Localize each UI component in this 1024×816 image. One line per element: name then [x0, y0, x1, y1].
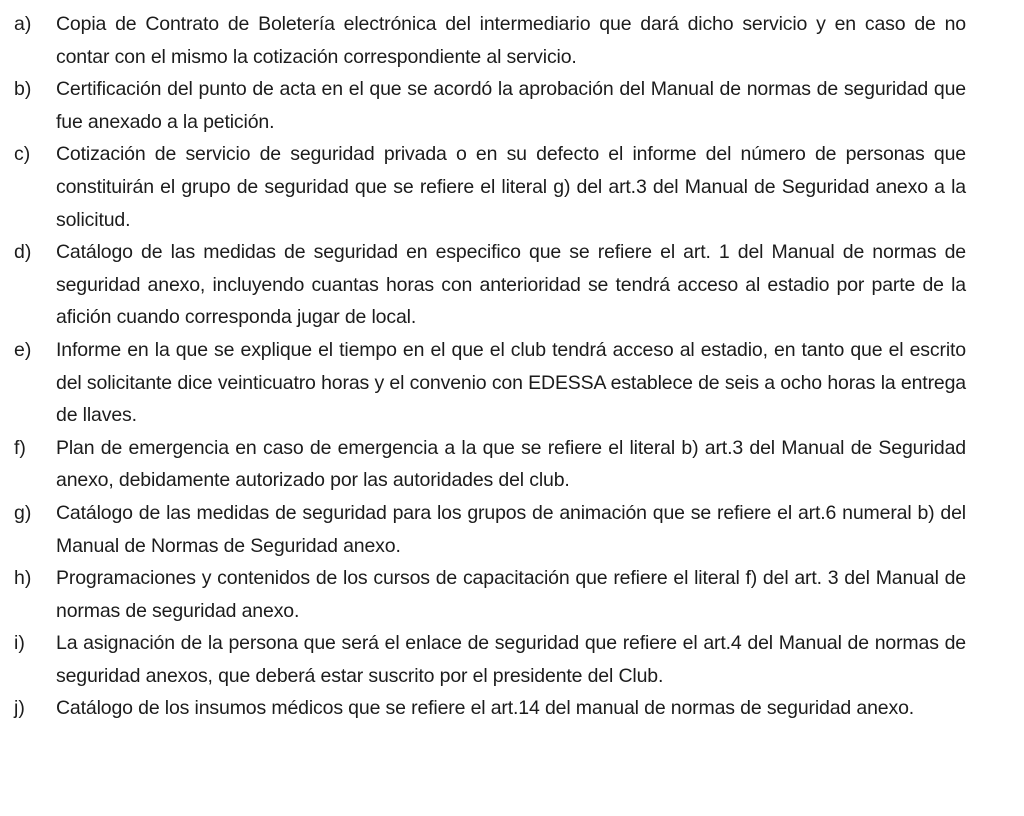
- list-item-text: Informe en la que se explique el tiempo en el que el club tendrá acceso al estadio, en tanto que el escrito del solicitante dice veinticuatro horas y el convenio con EDESSA establece de seis a ocho horas la entrega de llaves.: [56, 338, 966, 427]
- list-item-text: Programaciones y contenidos de los cursos de capacitación que refiere el literal f) del art. 3 del Manual de normas de seguridad anexo.: [56, 567, 966, 622]
- list-item-d: [14, 236, 966, 334]
- list-item-text: Catálogo de las medidas de seguridad para los grupos de animación que se refiere el art.6 numeral b) del Manual de Normas de Seguridad anexo.: [56, 501, 966, 557]
- list-marker: h): [14, 567, 32, 590]
- list-item-text: La asignación de la persona que será el enlace de seguridad que refiere el art.4 del Manual de normas de seguridad anexos, que deberá estar suscrito por el presidente del Club.: [56, 632, 966, 687]
- list-item-text: Catálogo de las medidas de seguridad en especifico que se refiere el art. 1 del Manual de normas de seguridad anexo, incluyendo cuantas horas con anterioridad se tendrá acceso al estadio por parte de la afición cuando corresponda jugar de local.: [56, 241, 966, 329]
- list-marker: b): [14, 78, 32, 101]
- list-item-a: [14, 8, 966, 73]
- list-item-text: Certificación del punto de acta en el que se acordó la aprobación del Manual de normas de seguridad que fue anexado a la petición.: [56, 78, 966, 133]
- list-marker: f): [14, 436, 26, 459]
- list-marker: a): [14, 13, 32, 35]
- list-item-text: Catálogo de los insumos médicos que se refiere el art.14 del manual de normas de seguridad anexo.: [56, 697, 915, 720]
- list-item-i: [14, 627, 966, 692]
- list-marker: c): [14, 143, 31, 166]
- requirements-list: [14, 8, 966, 725]
- list-item-text: Cotización de servicio de seguridad privada o en su defecto el informe del número de personas que constituirán el grupo de seguridad que se refiere el literal g) del art.3 del Manual de Seguridad anexo a la solicitud.: [56, 143, 966, 231]
- list-marker: j): [14, 697, 25, 720]
- list-item-c: [14, 138, 966, 236]
- list-marker: g): [14, 501, 32, 524]
- list-item-text: Plan de emergencia en caso de emergencia a la que se refiere el literal b) art.3 del Manual de Seguridad anexo, debidamente autorizado por las autoridades del club.: [56, 436, 966, 492]
- list-item-f: [14, 432, 966, 497]
- list-marker: e): [14, 338, 32, 361]
- list-item-e: [14, 334, 966, 432]
- list-item-b: [14, 73, 966, 138]
- list-item-h: [14, 562, 966, 627]
- list-marker: i): [14, 632, 25, 655]
- list-item-j: [14, 692, 966, 725]
- list-marker: d): [14, 241, 32, 264]
- list-item-text: Copia de Contrato de Boletería electrónica del intermediario que dará dicho servicio y en caso de no contar con el mismo la cotización correspondiente al servicio.: [56, 13, 966, 68]
- list-item-g: [14, 497, 966, 562]
